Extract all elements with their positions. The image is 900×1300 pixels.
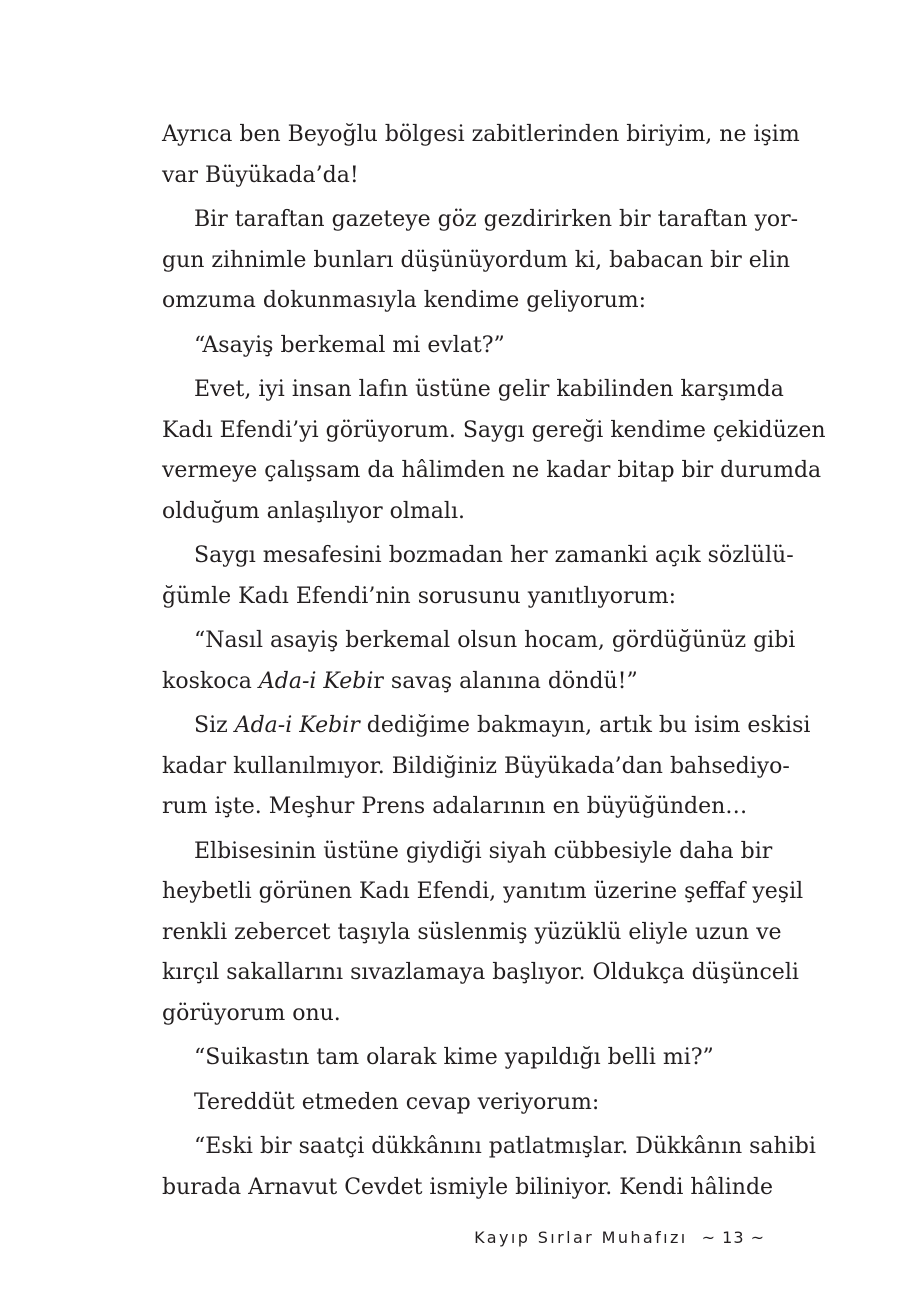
text-line: omzuma dokunmasıyla kendime geliyorum: bbox=[162, 288, 647, 313]
text-line: var Büyükada’da! bbox=[162, 162, 359, 188]
text-line: vermeye çalışsam da hâlimden ne kadar bitap bir durumda bbox=[162, 458, 822, 483]
text-run: r savaş alanına döndü!” bbox=[373, 668, 638, 694]
text-line: rum işte. Meşhur Prens adalarının en büyüğünden… bbox=[162, 794, 748, 819]
text-run: koskoca bbox=[162, 668, 259, 694]
text-line: “Asayiş berkemal mi evlat?” bbox=[194, 332, 505, 358]
text-line: Evet, iyi insan lafın üstüne gelir kabilinden karşımda bbox=[194, 377, 784, 402]
text-run: dediğime bakmayın, artık bu isim eskisi bbox=[359, 713, 811, 738]
text-line: renkli zebercet taşıyla süslenmiş yüzüklü eliyle uzun ve bbox=[162, 919, 782, 945]
page-number: ~ 13 ~ bbox=[701, 1228, 765, 1247]
text-line: “Nasıl asayiş berkemal olsun hocam, gördüğünüz gibi bbox=[194, 628, 796, 653]
text-line: kırçıl sakallarını sıvazlamaya başlıyor. Oldukça düşünceli bbox=[162, 960, 799, 985]
text-line: ğümle Kadı Efendi’nin sorusunu yanıtlıyorum: bbox=[162, 583, 677, 609]
page-body bbox=[162, 115, 826, 1208]
text-line: Bir taraftan gazeteye göz gezdirirken bir taraftan yor- bbox=[194, 207, 799, 232]
text-line: olduğum anlaşılıyor olmalı. bbox=[162, 498, 465, 524]
text-line: burada Arnavut Cevdet ismiyle biliniyor. Kendi hâlinde bbox=[162, 1174, 774, 1200]
text-line-mixed bbox=[162, 662, 765, 703]
text-line: Ayrıca ben Beyoğlu bölgesi zabitlerinden biriyim, ne işim bbox=[162, 122, 800, 147]
italic-term: Ada-i Kebi bbox=[258, 668, 374, 694]
text-line: kadar kullanılmıyor. Bildiğiniz Büyükada’dan bahsediyo- bbox=[162, 753, 790, 779]
text-line: heybetli görünen Kadı Efendi, yanıtım üzerine şeffaf yeşil bbox=[162, 879, 804, 904]
text-line: Saygı mesafesini bozmadan her zamanki açık sözlülü- bbox=[194, 543, 794, 568]
text-run: Siz bbox=[194, 713, 235, 738]
text-line-mixed bbox=[162, 706, 811, 747]
text-line: Elbisesinin üstüne giydiği siyah cübbesiyle daha bir bbox=[194, 838, 773, 864]
text-line: Kadı Efendi’yi görüyorum. Saygı gereği kendime çekidüzen bbox=[162, 417, 826, 443]
running-title: Kayıp Sırlar Muhafızı bbox=[474, 1228, 688, 1247]
text-line: “Suikastın tam olarak kime yapıldığı belli mi?” bbox=[194, 1045, 714, 1070]
running-footer bbox=[0, 1228, 765, 1247]
text-line: gun zihnimle bunları düşünüyordum ki, babacan bir elin bbox=[162, 247, 791, 273]
text-line: “Eski bir saatçi dükkânını patlatmışlar. Dükkânın sahibi bbox=[194, 1134, 816, 1159]
italic-term: Ada-i Kebir bbox=[234, 713, 360, 738]
text-line: görüyorum onu. bbox=[162, 1000, 341, 1026]
text-line: Tereddüt etmeden cevap veriyorum: bbox=[194, 1089, 600, 1115]
